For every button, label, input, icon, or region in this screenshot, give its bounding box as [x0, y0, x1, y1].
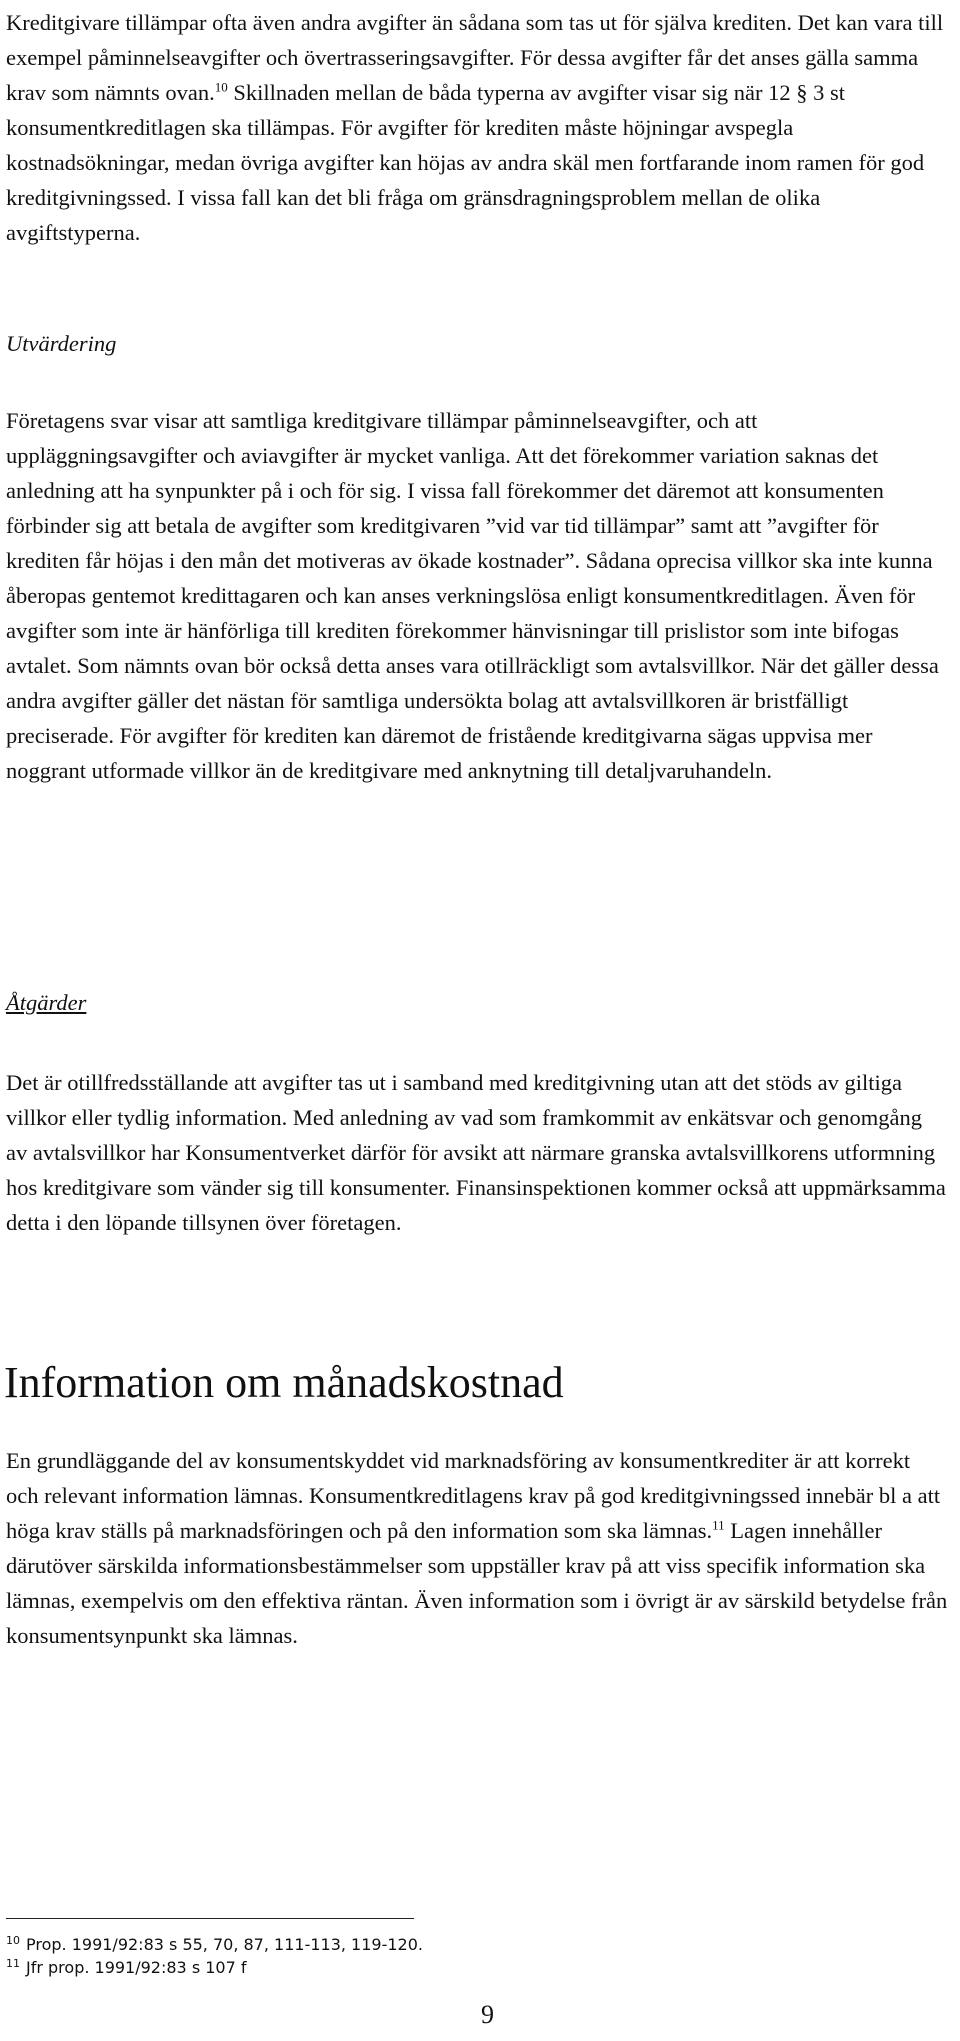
paragraph-text: En grundläggande del av konsumentskyddet vid marknadsföring av konsumentkrediter är att korrekt och relevant information lämnas. Konsumentkreditlagens krav på god kreditgivningssed innebär bl a att höga krav ställs på marknadsföringen och på den information som ska lämnas.	[6, 1448, 941, 1543]
footnote-text: Jfr prop. 1991/92:83 s 107 f	[26, 1958, 247, 1977]
subheading-atgarder-text: Åtgärder	[6, 990, 87, 1015]
paragraph-measures: Det är otillfredsställande att avgifter tas ut i samband med kreditgivning utan att det stöds av giltiga villkor eller tydlig information. Med anledning av vad som framkommit av enkätsvar och genomgång av avtalsvillkor har Konsumentverket därför för avsikt att närmare granska avtalsvillkorens utformning hos kreditgivare som vänder sig till konsumenter. Finansinspektionen kommer också att uppmärksamma detta i den löpande tillsynen över företagen.	[6, 1070, 946, 1235]
paragraph-other-fees	[6, 5, 948, 250]
subheading-utvardering: Utvärdering	[6, 331, 117, 356]
footnote-marker: 11	[6, 1956, 20, 1970]
subheading-atgarder	[6, 985, 86, 1020]
paragraph-text: Skillnaden mellan de båda typerna av avgifter visar sig när 12 § 3 st konsumentkreditlagen ska tillämpas. För avgifter för krediten måste höjningar avspegla kostnadsökningar, medan övriga avgifter kan höjas av andra skäl men fortfarande inom ramen för god kreditgivningssed. I vissa fall kan det bli fråga om gränsdragningsproblem mellan de olika avgiftstyperna.	[6, 80, 925, 245]
section-heading: Information om månadskostnad	[4, 1358, 564, 1407]
footnote-divider	[6, 1918, 414, 1919]
footnote-10	[6, 1934, 423, 1956]
footnote-ref-10: 10	[214, 79, 228, 95]
paragraph-information	[6, 1443, 948, 1653]
paragraph-text: Kreditgivare tillämpar ofta även andra avgifter än sådana som tas ut för själva krediten. Det kan vara till exempel påminnelseavgifter och övertrasseringsavgifter. För dessa avgifter får det anses gälla samma krav som nämnts ovan.	[6, 10, 944, 105]
footnote-text: Prop. 1991/92:83 s 55, 70, 87, 111-113, 119-120.	[26, 1935, 423, 1954]
footnote-marker: 10	[6, 1933, 20, 1947]
page-number: 9	[481, 2000, 494, 2029]
footnote-11	[6, 1957, 247, 1979]
footnote-ref-11: 11	[712, 1517, 725, 1533]
paragraph-evaluation: Företagens svar visar att samtliga kreditgivare tillämpar påminnelseavgifter, och att uppläggningsavgifter och aviavgifter är mycket vanliga. Att det förekommer variation saknas det anledning att ha synpunkter på i och för sig. I vissa fall förekommer det däremot att konsumenten förbinder sig att betala de avgifter som kreditgivaren ”vid var tid tillämpar” samt att ”avgifter för krediten får höjas i den mån det motiveras av ökade kostnader”. Sådana oprecisa villkor ska inte kunna åberopas gentemot kredittagaren och kan anses verkningslösa enligt konsumentkreditlagen. Även för avgifter som inte är hänförliga till krediten förekommer hänvisningar till prislistor som inte bifogas avtalet. Som nämnts ovan bör också detta anses vara otillräckligt som avtalsvillkor. När det gäller dessa andra avgifter gäller det nästan för samtliga undersökta bolag att avtalsvillkoren är bristfälligt preciserade. För avgifter för krediten kan däremot de fristående kreditgivarna sägas uppvisa mer noggrant utformade villkor än de kreditgivare med anknytning till detaljvaruhandeln.	[6, 408, 939, 783]
paragraph-text: Lagen innehåller därutöver särskilda informationsbestämmelser som uppställer krav på att viss specifik information ska lämnas, exempelvis om den effektiva räntan. Även information som i övrigt är av särskild betydelse från konsumentsynpunkt ska lämnas.	[6, 1518, 948, 1648]
